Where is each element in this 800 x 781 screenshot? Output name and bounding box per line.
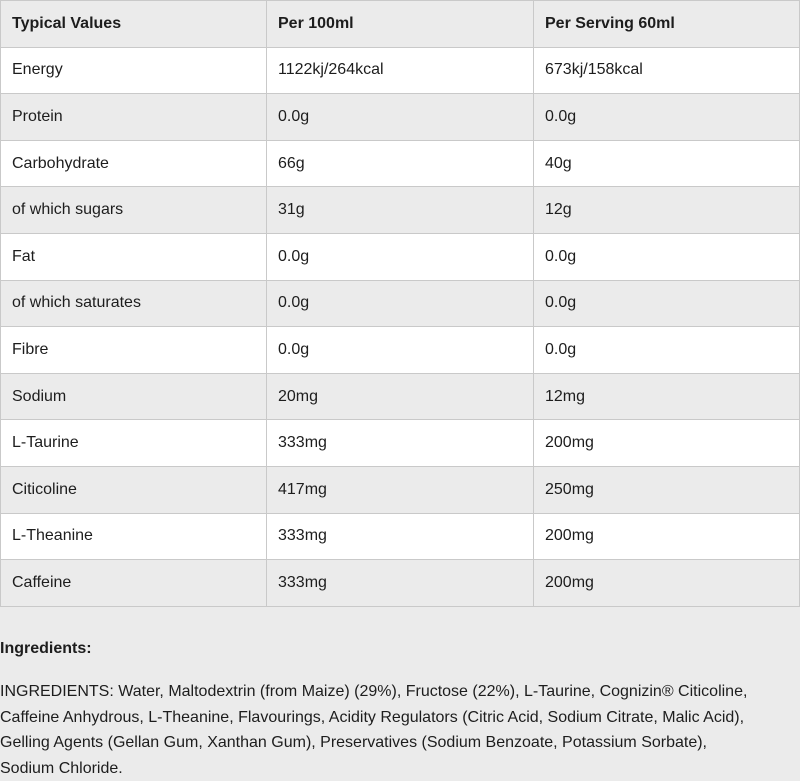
table-row [1, 140, 800, 187]
value-per-serving: 0.0g [534, 233, 800, 280]
value-per-serving: 200mg [534, 560, 800, 607]
ingredients-line: Gelling Agents (Gellan Gum, Xanthan Gum), Preservatives (Sodium Benzoate, Potassium Sorbate), [0, 730, 800, 756]
ingredients-text [0, 679, 800, 781]
value-per-serving: 0.0g [534, 94, 800, 141]
nutrient-name: Caffeine [1, 560, 267, 607]
ingredients-heading: Ingredients: [0, 636, 800, 661]
nutrient-name: Fibre [1, 327, 267, 374]
nutrient-name: Sodium [1, 373, 267, 420]
value-per-100ml: 31g [267, 187, 534, 234]
header-per-100ml: Per 100ml [267, 1, 534, 48]
ingredients-line: Sodium Chloride. [0, 756, 800, 781]
ingredients-line: INGREDIENTS: Water, Maltodextrin (from Maize) (29%), Fructose (22%), L-Taurine, Cognizin® Citicoline, [0, 679, 800, 705]
nutrient-name: Fat [1, 233, 267, 280]
value-per-100ml: 0.0g [267, 280, 534, 327]
value-per-serving: 40g [534, 140, 800, 187]
table-row [1, 373, 800, 420]
value-per-100ml: 1122kj/264kcal [267, 47, 534, 94]
header-per-serving: Per Serving 60ml [534, 1, 800, 48]
table-row [1, 466, 800, 513]
value-per-serving: 200mg [534, 420, 800, 467]
table-row [1, 513, 800, 560]
value-per-100ml: 0.0g [267, 327, 534, 374]
value-per-100ml: 333mg [267, 560, 534, 607]
table-row [1, 187, 800, 234]
value-per-100ml: 66g [267, 140, 534, 187]
value-per-100ml: 333mg [267, 420, 534, 467]
table-row [1, 280, 800, 327]
value-per-serving: 0.0g [534, 280, 800, 327]
table-row [1, 233, 800, 280]
value-per-serving: 200mg [534, 513, 800, 560]
table-row [1, 560, 800, 607]
nutrient-name: Carbohydrate [1, 140, 267, 187]
nutrient-name: Protein [1, 94, 267, 141]
ingredients-section [0, 636, 800, 781]
value-per-100ml: 333mg [267, 513, 534, 560]
value-per-serving: 250mg [534, 466, 800, 513]
value-per-100ml: 20mg [267, 373, 534, 420]
value-per-100ml: 417mg [267, 466, 534, 513]
value-per-100ml: 0.0g [267, 94, 534, 141]
value-per-100ml: 0.0g [267, 233, 534, 280]
table-row [1, 420, 800, 467]
value-per-serving: 0.0g [534, 327, 800, 374]
ingredients-line: Caffeine Anhydrous, L-Theanine, Flavourings, Acidity Regulators (Citric Acid, Sodium Citrate, Malic Acid), [0, 705, 800, 731]
value-per-serving: 673kj/158kcal [534, 47, 800, 94]
table-row [1, 47, 800, 94]
value-per-serving: 12g [534, 187, 800, 234]
table-row [1, 94, 800, 141]
value-per-serving: 12mg [534, 373, 800, 420]
nutrient-name: L-Theanine [1, 513, 267, 560]
nutrient-name: of which saturates [1, 280, 267, 327]
nutrient-name: Citicoline [1, 466, 267, 513]
nutrient-name: of which sugars [1, 187, 267, 234]
header-typical-values: Typical Values [1, 1, 267, 48]
table-row [1, 327, 800, 374]
nutrient-name: Energy [1, 47, 267, 94]
table-header-row [1, 1, 800, 48]
nutrient-name: L-Taurine [1, 420, 267, 467]
